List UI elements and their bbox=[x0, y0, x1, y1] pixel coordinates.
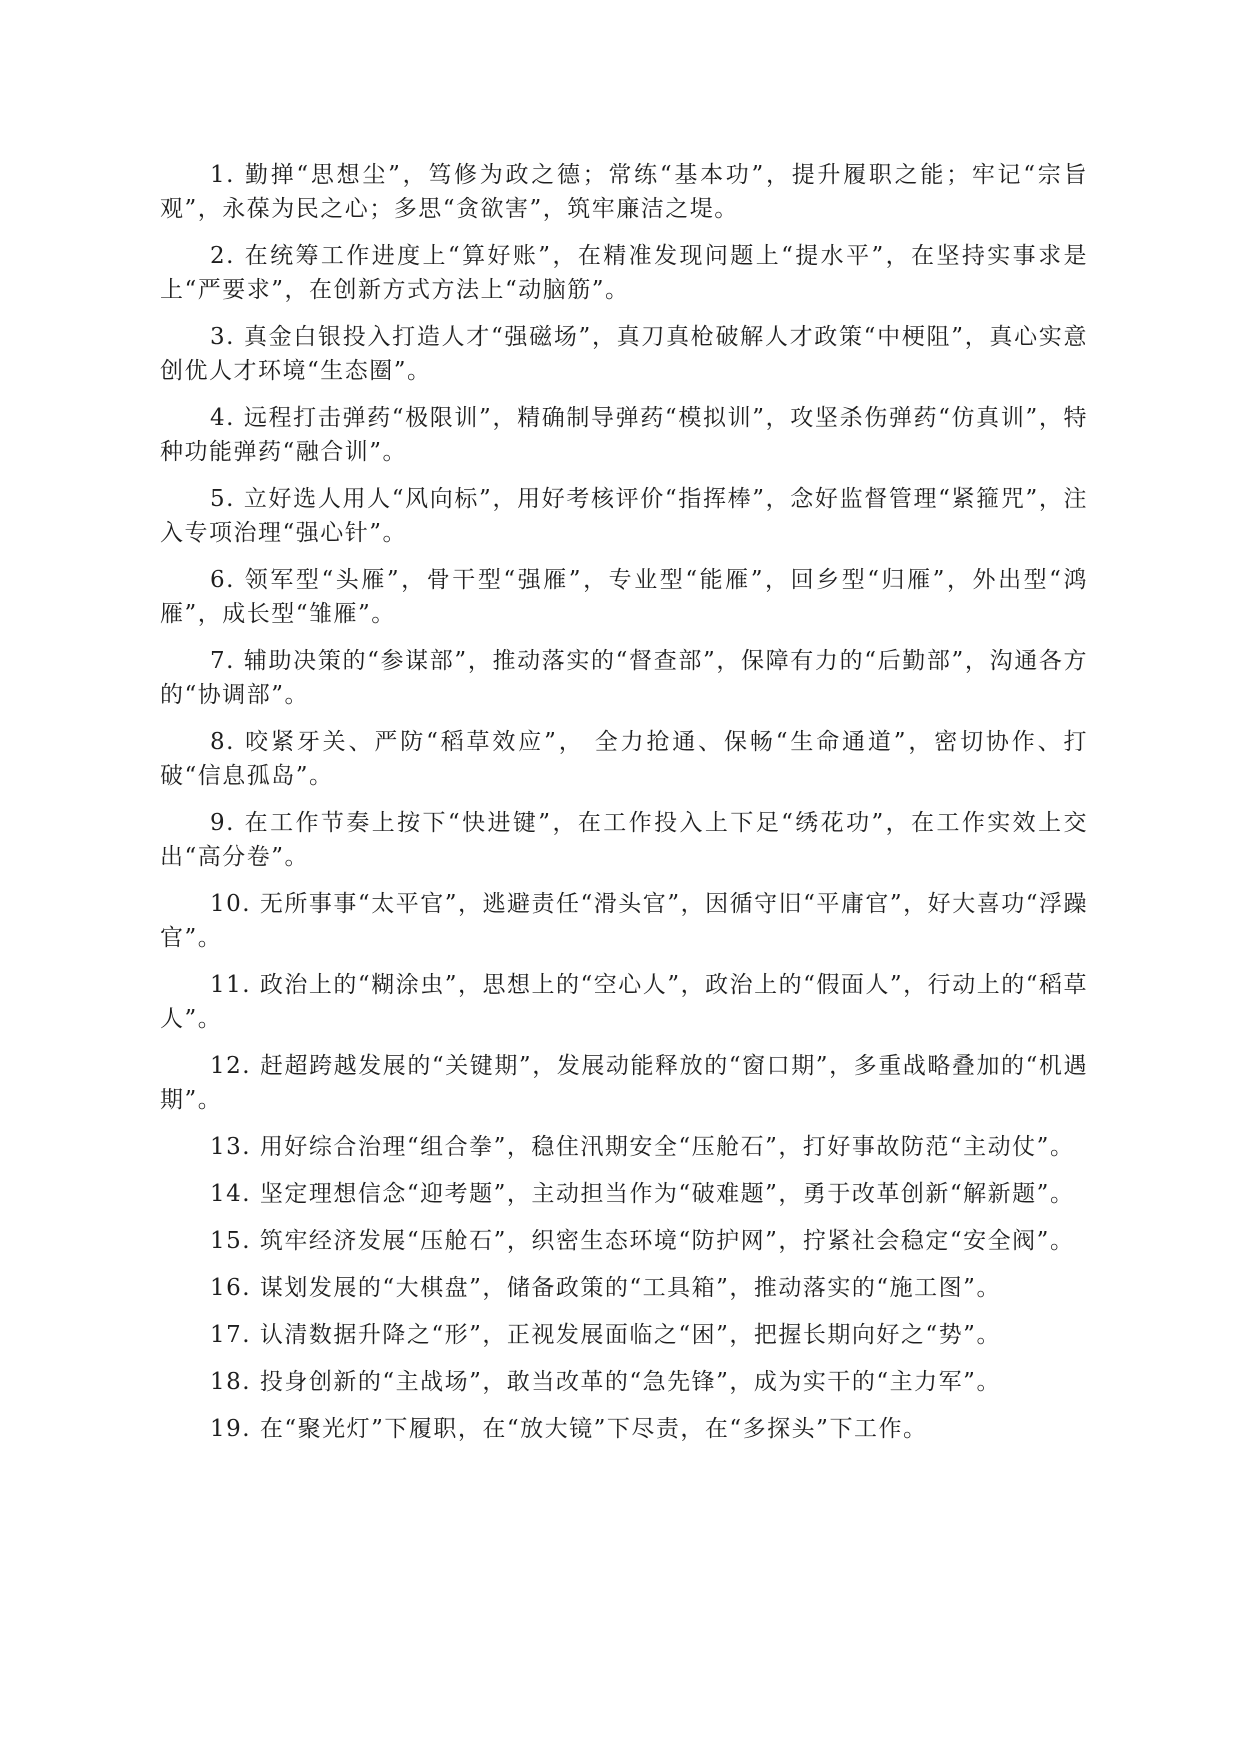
paragraph-9: 9. 在工作节奏上按下“快进键”，在工作投入上下足“绣花功”，在工作实效上交出“高分卷”。 bbox=[160, 810, 1088, 870]
paragraph-3: 3. 真金白银投入打造人才“强磁场”，真刀真枪破解人才政策“中梗阻”，真心实意创优人才环境“生态圈”。 bbox=[160, 324, 1088, 384]
paragraph-8: 8. 咬紧牙关、严防“稻草效应”， 全力抢通、保畅“生命通道”，密切协作、打破“信息孤岛”。 bbox=[160, 729, 1088, 789]
paragraph-17: 17. 认清数据升降之“形”，正视发展面临之“困”，把握长期向好之“势”。 bbox=[210, 1322, 1001, 1348]
paragraph-2: 2. 在统筹工作进度上“算好账”，在精准发现问题上“提水平”，在坚持实事求是上“严要求”，在创新方式方法上“动脑筋”。 bbox=[160, 243, 1088, 303]
paragraph-16: 16. 谋划发展的“大棋盘”，储备政策的“工具箱”，推动落实的“施工图”。 bbox=[210, 1275, 1001, 1301]
paragraph-6: 6. 领军型“头雁”，骨干型“强雁”，专业型“能雁”，回乡型“归雁”，外出型“鸿雁”，成长型“雏雁”。 bbox=[160, 567, 1088, 627]
paragraph-11: 11. 政治上的“糊涂虫”，思想上的“空心人”，政治上的“假面人”，行动上的“稻草人”。 bbox=[160, 972, 1088, 1032]
paragraph-13: 13. 用好综合治理“组合拳”，稳住汛期安全“压舱石”，打好事故防范“主动仗”。 bbox=[210, 1134, 1075, 1160]
paragraph-15: 15. 筑牢经济发展“压舱石”，织密生态环境“防护网”，拧紧社会稳定“安全阀”。 bbox=[210, 1228, 1075, 1254]
paragraph-14: 14. 坚定理想信念“迎考题”，主动担当作为“破难题”，勇于改革创新“解新题”。 bbox=[210, 1181, 1075, 1207]
paragraph-5: 5. 立好选人用人“风向标”，用好考核评价“指挥棒”，念好监督管理“紧箍咒”，注入专项治理“强心针”。 bbox=[160, 486, 1088, 546]
paragraph-19: 19. 在“聚光灯”下履职，在“放大镜”下尽责，在“多探头”下工作。 bbox=[210, 1416, 928, 1442]
paragraph-1: 1. 勤掸“思想尘”，笃修为政之德；常练“基本功”，提升履职之能；牢记“宗旨观”，永葆为民之心；多思“贪欲害”，筑牢廉洁之堤。 bbox=[160, 162, 1088, 222]
paragraph-18: 18. 投身创新的“主战场”，敢当改革的“急先锋”，成为实干的“主力军”。 bbox=[210, 1369, 1001, 1395]
paragraph-4: 4. 远程打击弹药“极限训”，精确制导弹药“模拟训”，攻坚杀伤弹药“仿真训”，特种功能弹药“融合训”。 bbox=[160, 405, 1088, 465]
paragraph-12: 12. 赶超跨越发展的“关键期”，发展动能释放的“窗口期”，多重战略叠加的“机遇期”。 bbox=[160, 1053, 1088, 1113]
document-body bbox=[160, 158, 1088, 1459]
paragraph-10: 10. 无所事事“太平官”，逃避责任“滑头官”，因循守旧“平庸官”，好大喜功“浮躁官”。 bbox=[160, 891, 1088, 951]
paragraph-7: 7. 辅助决策的“参谋部”，推动落实的“督查部”，保障有力的“后勤部”，沟通各方的“协调部”。 bbox=[160, 648, 1088, 708]
